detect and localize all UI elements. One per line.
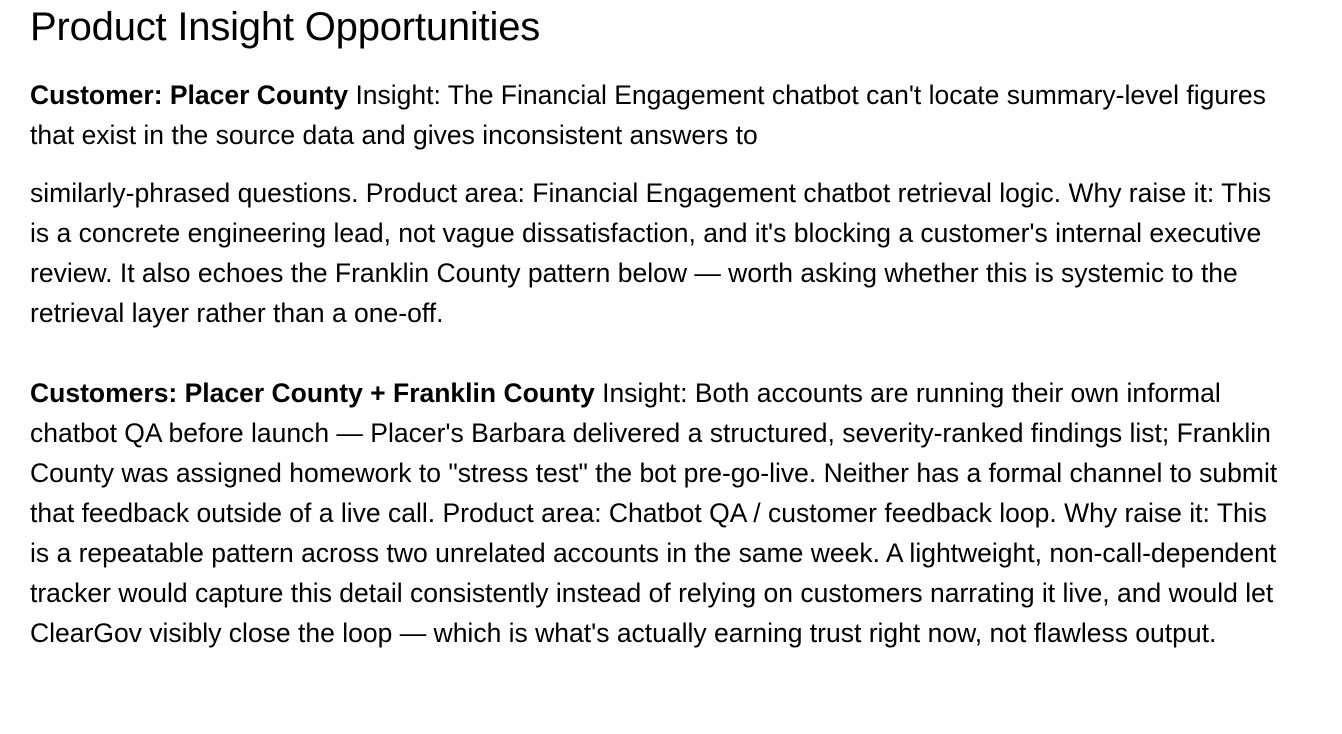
insight-placer-paragraph-continued — [30, 173, 1290, 333]
insight-placer-franklin-paragraph — [30, 373, 1290, 653]
insight-placer-franklin-customer-label: Customers: Placer County + Franklin County — [30, 378, 595, 408]
insight-placer-franklin-text: Insight: Both accounts are running their own informal chatbot QA before launch — Placer's Barbara delivered a structured, severity-ranked findings list; Franklin County was assigned homework to "stress test" the bot pre-go-live. Neither has a formal channel to submit that feedback outside of a live call. Product area: Chatbot QA / customer feedback loop. Why raise it: This is a repeatable pattern across two unrelated accounts in the same week. A lightweight, non-call-dependent tracker would capture this detail consistently instead of relying on customers narrating it live, and would let ClearGov visibly close the loop — which is what's actually earning trust right now, not flawless output. — [30, 378, 1278, 648]
insight-placer-text-start: Insight: The Financial Engagement chatbot can't locate summary-level figures that exist in the source data and gives inconsistent answers to — [30, 80, 1266, 150]
insight-placer-customer-label: Customer: Placer County — [30, 80, 349, 110]
insight-placer-paragraph — [30, 75, 1290, 155]
insight-placer-text-rest: similarly-phrased questions. Product area: Financial Engagement chatbot retrieval logic. Why raise it: This is a concrete engineering lead, not vague dissatisfaction, and it's blocking a customer's internal executive review. It also echoes the Franklin County pattern below — worth asking whether this is systemic to the retrieval layer rather than a one-off. — [30, 178, 1272, 328]
page-title: Product Insight Opportunities — [30, 5, 541, 49]
